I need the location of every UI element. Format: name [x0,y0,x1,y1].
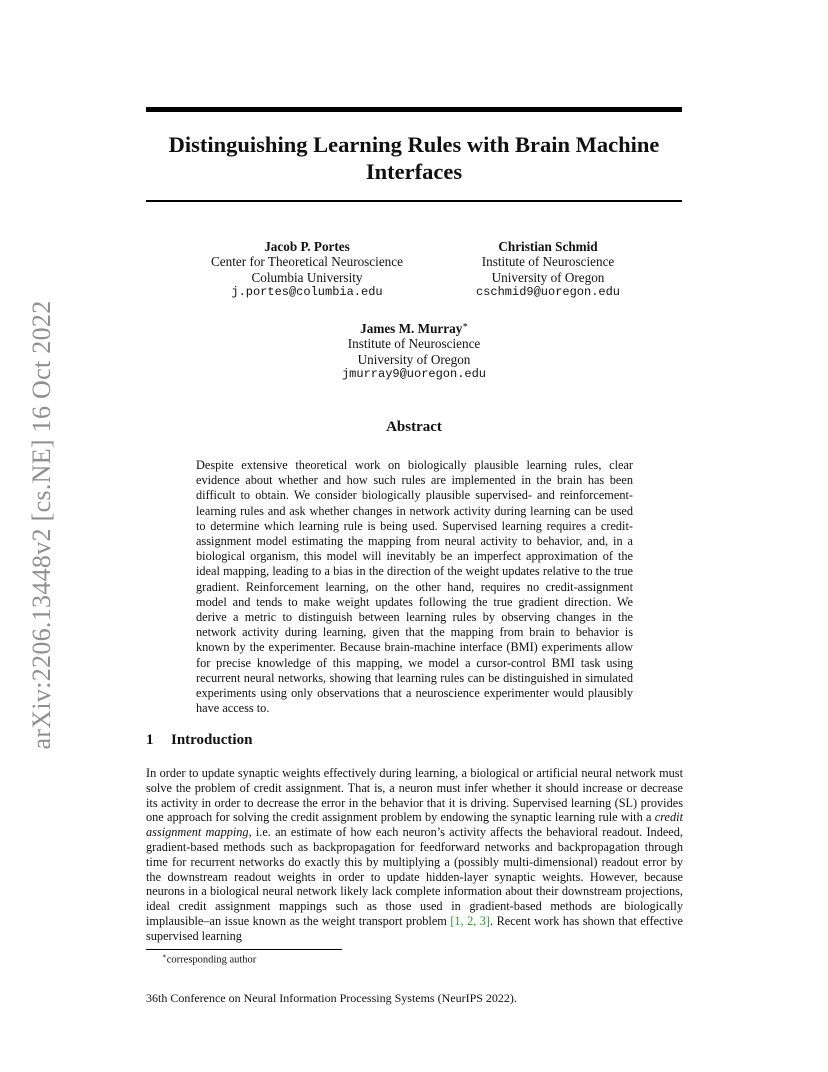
abstract-text: Despite extensive theoretical work on biologically plausible learning rules, clear evidence about whether and how such rules are implemented in the brain has been difficult to obtain. We consider biologically plausible supervised- and reinforcement-learning rules and ask whether changes in network activity during learning can be used to determine which learning rule is being used. Supervised learning requires a credit-assignment model estimating the mapping from neural activity to behavior, and, in a biological organism, this model will inevitably be an imperfect approximation of the ideal mapping, leading to a bias in the direction of the weight updates relative to the true gradient. Reinforcement learning, on the other hand, requires no credit-assignment model and tends to make weight updates following the true gradient direction. We derive a metric to distinguish between learning rules by observing changes in the network activity during learning, given that the mapping from brain to behavior is known by the experimenter. Because brain-machine interface (BMI) experiments allow for precise knowledge of this mapping, we model a cursor-control BMI task using recurrent neural networks, showing that learning rules can be distinguished in simulated experiments using only observations that a neuroscience experimenter would plausibly have access to. [196,458,633,716]
author-name-line [330,321,498,336]
author-institution: University of Oregon [491,269,605,285]
corresponding-author-marker: ∗ [462,320,468,330]
title-top-rule [146,107,682,112]
footnote [162,952,256,966]
intro-text-part1: In order to update synaptic weights effectively during learning, a biological or artificial neural network must solve the problem of credit assignment. That is, a neuron must infer whether it should increase or decrease its activity in order to decrease the error in the behavior that it is driving. Supervised learning (SL) provides one approach for solving the credit assignment problem by endowing the synaptic learning rule with a [146,766,683,825]
author-email[interactable]: cschmid9@uoregon.edu [475,284,621,299]
intro-text-part3: . Recent work has shown that effective supervised learning [146,913,684,943]
section-number: 1 [146,732,154,748]
author-name: James M. Murray [360,321,463,336]
author-email[interactable]: j.portes@columbia.edu [231,284,383,299]
title-bottom-rule [146,200,682,202]
section-heading [146,732,252,749]
conference-note: 36th Conference on Neural Information Processing Systems (NeurIPS 2022). [146,991,517,1005]
author-institution: Columbia University [251,269,363,285]
author-block-murray [330,321,498,382]
author-name: Jacob P. Portes [264,239,350,254]
footnote-text: corresponding author [166,954,257,966]
arxiv-id: arXiv:2206.13448v2 [cs.NE] 16 Oct 2022 [27,300,56,750]
author-institution: University of Oregon [357,351,471,367]
author-affiliation: Center for Theoretical Neuroscience [211,254,403,270]
author-email[interactable]: jmurray9@uoregon.edu [341,366,487,381]
footnote-marker: ∗ [162,952,167,960]
author-affiliation: Institute of Neuroscience [347,336,481,352]
author-block-schmid [470,239,626,300]
author-affiliation: Institute of Neuroscience [481,254,615,270]
author-block-portes [200,239,414,300]
intro-italic-term: credit assignment mapping [146,810,683,840]
section-title: Introduction [171,732,253,748]
abstract-heading: Abstract [386,419,442,435]
citation-link[interactable]: [1, 2, 3] [450,913,491,928]
introduction-paragraph [146,766,683,944]
footnote-rule [146,949,342,950]
author-name: Christian Schmid [498,239,598,254]
paper-title: Distinguishing Learning Rules with Brain Machine Interfaces [168,132,660,184]
intro-text-part2: , i.e. an estimate of how each neuron’s activity affects the behavioral readout. Indeed, gradient-based methods such as backpropagation for feedforward networks and backpropagation through time for recurrent networks do exactly this by multiplying a (possibly multi-dimensional) readout error by the downstream readout weights in order to update hidden-layer synaptic weights. However, because neurons in a biological neural network likely lack complete information about their downstream projections, ideal credit assignment mappings such as those used in gradient-based methods are biologically implausible–an issue known as the weight transport problem [146,825,683,928]
